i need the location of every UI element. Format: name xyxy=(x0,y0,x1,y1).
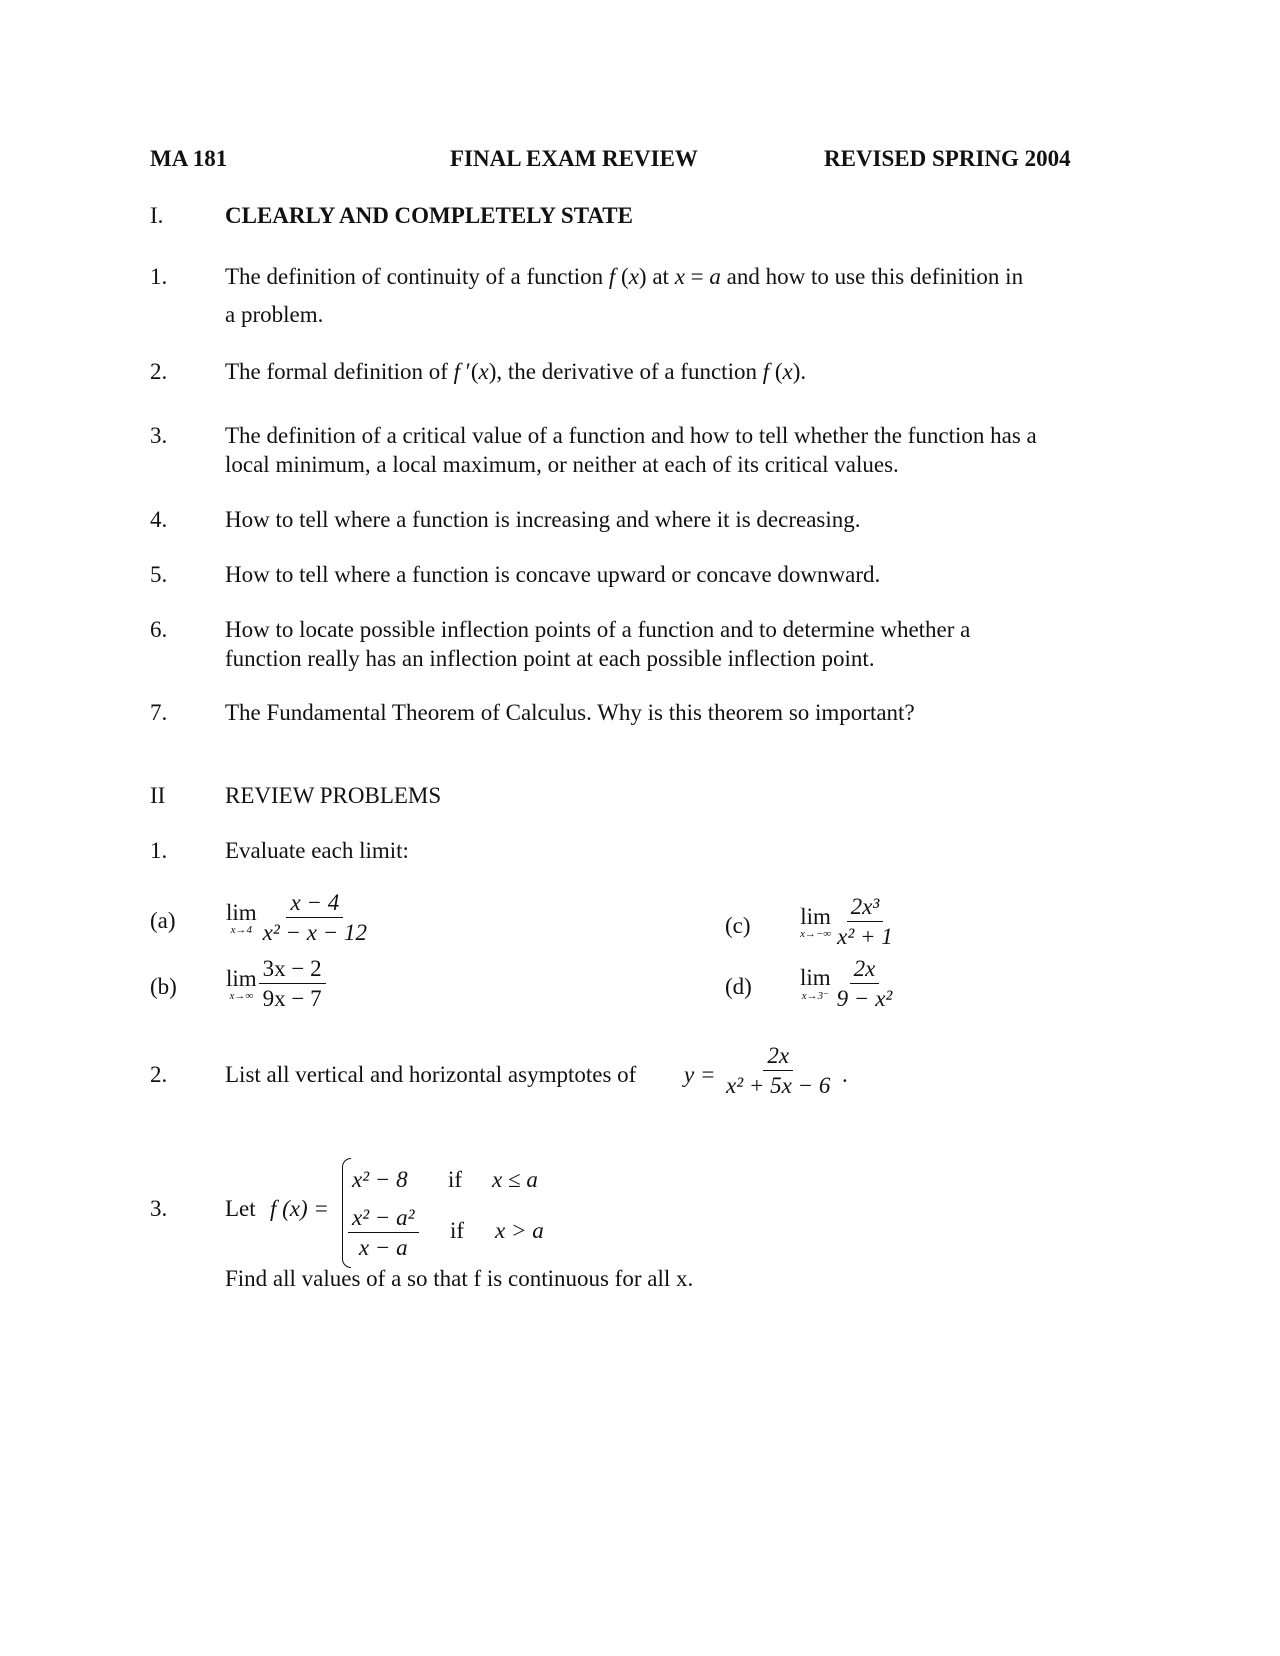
item-number: 5. xyxy=(150,562,168,587)
item-text: The Fundamental Theorem of Calculus. Why is this theorem so important? xyxy=(225,700,915,725)
equation-lhs: y = xyxy=(684,1062,716,1087)
item-text: How to locate possible inflection points of a function and to determine whether a xyxy=(225,617,971,642)
item-text: The formal definition of f ′(x), the derivative of a function f (x). xyxy=(225,359,807,384)
item-text-continued: local minimum, a local maximum, or neither at each of its critical values. xyxy=(225,452,899,477)
problem-text: Evaluate each limit: xyxy=(225,838,409,863)
sentence-end: . xyxy=(842,1062,848,1087)
section-1-numeral: I. xyxy=(150,203,164,228)
item-number: 6. xyxy=(150,617,168,642)
section-1-heading: CLEARLY AND COMPLETELY STATE xyxy=(225,203,633,228)
fraction: $\frac{2x}{\text{x² + 5x − 6}}$ xyxy=(726,1043,831,1099)
piecewise-if: if xyxy=(450,1218,465,1243)
revision-note: REVISED SPRING 2004 xyxy=(824,146,1071,171)
item-number: 4. xyxy=(150,507,168,532)
item-text-continued: a problem. xyxy=(225,302,324,327)
item-number: 7. xyxy=(150,700,168,725)
problem-number: 2. xyxy=(150,1062,168,1087)
function-name: f (x) = xyxy=(270,1196,329,1221)
piecewise-condition: x ≤ a xyxy=(492,1167,538,1192)
piecewise-if: if xyxy=(448,1167,463,1192)
problem-text: List all vertical and horizontal asymptotes of xyxy=(225,1062,637,1087)
section-2-numeral: II xyxy=(150,783,166,808)
item-text-continued: function really has an inflection point at each possible inflection point. xyxy=(225,646,875,671)
item-text: How to tell where a function is concave upward or concave downward. xyxy=(225,562,881,587)
section-2-heading: REVIEW PROBLEMS xyxy=(225,783,442,808)
piecewise-case: x² − 8 xyxy=(352,1167,408,1192)
limit-expression: lim x→3⁻ $\frac{2x}{\text{9 − x²}}$ xyxy=(800,956,893,1012)
piecewise-case: $\frac{\text{x² − a²}}{x - a}$ xyxy=(348,1205,419,1261)
document-title: FINAL EXAM REVIEW xyxy=(450,146,698,171)
item-number: 1. xyxy=(150,264,168,289)
course-code: MA 181 xyxy=(150,146,228,171)
limit-expression: lim x→4 $\frac{x - 4}{\text{x² − x − 12}}$ xyxy=(226,890,368,946)
item-number: 3. xyxy=(150,423,168,448)
limit-expression: lim x→−∞ $\frac{\text{2x³}}{\text{x² + 1}}$ xyxy=(800,894,893,950)
part-label: (d) xyxy=(725,974,752,999)
part-label: (a) xyxy=(150,908,176,933)
problem-number: 3. xyxy=(150,1196,168,1221)
problem-number: 1. xyxy=(150,838,168,863)
item-text: The definition of continuity of a function f (x) at x = a and how to use this definition in xyxy=(225,264,1024,289)
limit-expression: lim x→∞ $\frac{3x - 2}{9x - 7}$ xyxy=(226,956,326,1012)
item-text: The definition of a critical value of a function and how to tell whether the function has a xyxy=(225,423,1037,448)
problem-text: Let xyxy=(225,1196,256,1221)
item-number: 2. xyxy=(150,359,168,384)
part-label: (b) xyxy=(150,974,177,999)
item-text: How to tell where a function is increasing and where it is decreasing. xyxy=(225,507,861,532)
problem-instruction: Find all values of a so that f is continuous for all x. xyxy=(225,1266,694,1291)
piecewise-condition: x > a xyxy=(495,1218,544,1243)
part-label: (c) xyxy=(725,913,751,938)
